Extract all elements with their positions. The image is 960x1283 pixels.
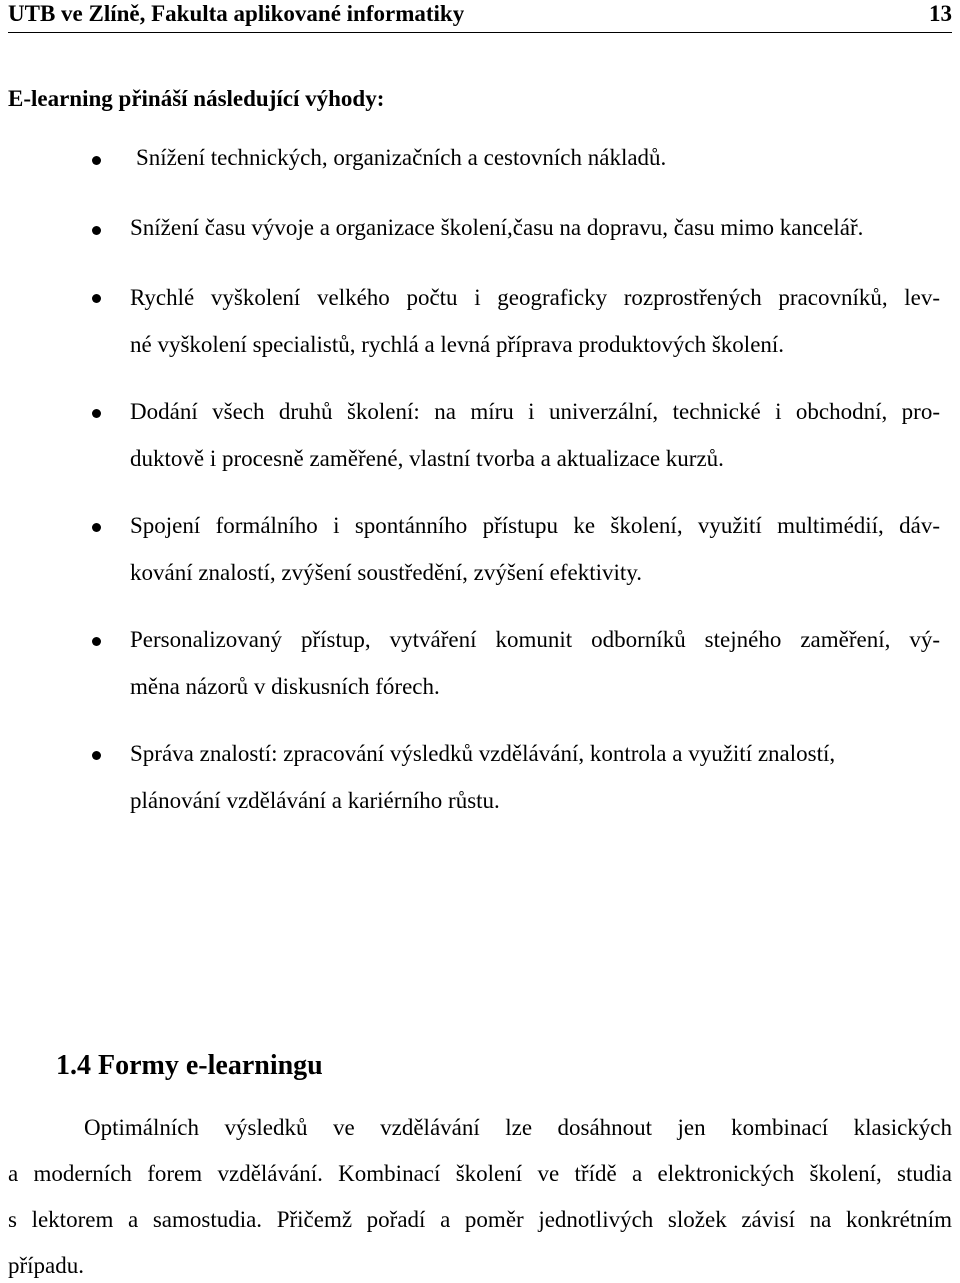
list-item-text: Snížení času vývoje a organizace školení,času na dopravu, času mimo kancelář.	[130, 215, 864, 240]
bullet-icon	[92, 637, 101, 646]
list-item-text: kování znalostí, zvýšení soustředění, zvýšení efektivity.	[130, 560, 643, 585]
bullet-icon	[92, 294, 101, 303]
list-item-text: Spojení formálního i spontánního přístupu ke školení, využití multimédií, dáv-	[130, 513, 940, 538]
list-item-text: né vyškolení specialistů, rychlá a levná příprava produktových školení.	[130, 332, 785, 357]
page-header	[8, 0, 952, 33]
bullet-icon	[92, 751, 101, 760]
paragraph-line: a moderních forem vzdělávání. Kombinací školení ve třídě a elektronických školení, studia	[8, 1161, 952, 1186]
list-item-text: měna názorů v diskusních fórech.	[130, 674, 440, 699]
page-number: 13	[929, 1, 952, 26]
bullet-icon	[92, 409, 101, 418]
bullet-icon	[92, 156, 101, 165]
list-item-text: Dodání všech druhů školení: na míru i univerzální, technické i obchodní, pro-	[130, 399, 940, 424]
bullet-icon	[92, 226, 101, 235]
list-item-text: plánování vzdělávání a kariérního růstu.	[130, 788, 500, 813]
paragraph-line: Optimálních výsledků ve vzdělávání lze dosáhnout jen kombinací klasických	[84, 1115, 952, 1140]
section-heading: 1.4 Formy e-learningu	[56, 1050, 323, 1081]
intro-heading: E-learning přináší následující výhody:	[8, 86, 385, 111]
list-item-text: Správa znalostí: zpracování výsledků vzdělávání, kontrola a využití znalostí,	[130, 741, 836, 766]
list-item-text: Personalizovaný přístup, vytváření komunit odborníků stejného zaměření, vý-	[130, 627, 940, 652]
list-item-text: Snížení technických, organizačních a cestovních nákladů.	[136, 145, 667, 170]
list-item-text: Rychlé vyškolení velkého počtu i geograficky rozprostřených pracovníků, lev-	[130, 285, 940, 310]
paragraph-line: s lektorem a samostudia. Přičemž pořadí a poměr jednotlivých složek závisí na konkrétním	[8, 1207, 952, 1232]
header-title: UTB ve Zlíně, Fakulta aplikované informatiky	[8, 1, 465, 26]
bullet-icon	[92, 523, 101, 532]
list-item-text: duktově i procesně zaměřené, vlastní tvorba a aktualizace kurzů.	[130, 446, 724, 471]
paragraph-line: případu.	[8, 1253, 85, 1278]
